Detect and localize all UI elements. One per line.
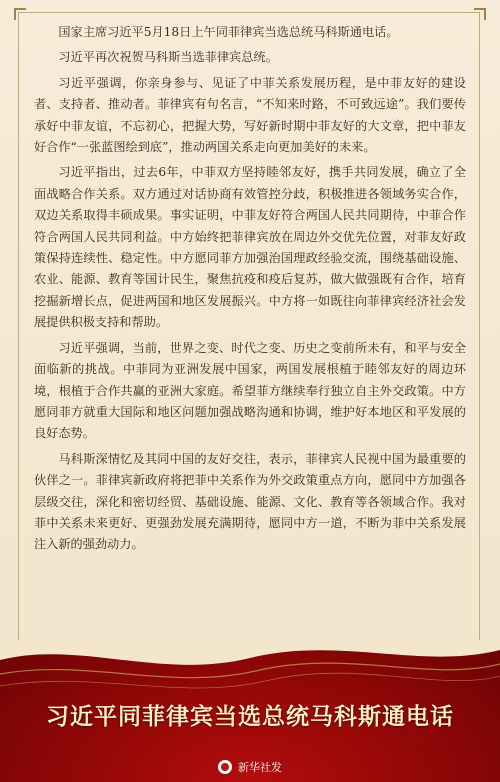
- publisher-logo: [0, 757, 500, 777]
- frame-corner-left: [14, 8, 26, 20]
- publisher-name: 新华社发: [238, 761, 282, 774]
- paragraph-3: 习近平强调，你亲身参与、见证了中菲关系发展历程，是中菲友好的建设者、支持者、推动者。菲律宾有句名言，“不知来时路，不可致远途”。我们要传承好中菲友谊，不忘初心，把握大势，写好新时期中菲友好的大文章，把中菲友好合作“一张蓝图绘到底”，推动两国关系走向更加美好的未来。: [34, 75, 466, 155]
- paragraph-4: 习近平指出，过去6年，中菲双方坚持睦邻友好，携手共同发展，确立了全面战略合作关系。双方通过对话协商有效管控分歧，积极推进各领域务实合作，双边关系取得丰硕成果。事实证明，中菲友好符合两国人民共同期待，中菲合作符合两国人民共同利益。中方始终把菲律宾放在周边外交优先位置，对菲友好政策保持连续性、稳定性。中方愿同菲方加强治国理政经验交流，围绕基础设施、农业、能源、教育等国计民生，聚焦抗疫和疫后复苏，做大做强既有合作，培育挖掘新增长点，促进两国和地区发展振兴。中方将一如既往向菲律宾经济社会发展提供积极支持和帮助。: [34, 165, 466, 330]
- article-body: [34, 22, 466, 560]
- frame-corner-right: [474, 8, 486, 20]
- paragraph-6: 马科斯深情忆及其同中国的友好交往，表示，菲律宾人民视中国为最重要的伙伴之一。菲律宾新政府将把菲中关系作为外交政策重点方向，愿同中方加强各层级交往，深化和密切经贸、基础设施、能源、文化、教育等各领域合作。我对菲中关系未来更好、更强劲发展充满期待，愿同中方一道，不断为菲中关系发展注入新的强劲动力。: [34, 451, 466, 552]
- paragraph-5: 习近平强调，当前，世界之变、时代之变、历史之变前所未有，和平与安全面临新的挑战。中菲同为亚洲发展中国家，两国发展根植于睦邻友好的周边环境，根植于合作共赢的亚洲大家庭。希望菲方继续奉行独立自主外交政策。中方愿同菲方就重大国际和地区问题加强战略沟通和协调，维护好本地区和平发展的良好态势。: [34, 340, 466, 441]
- paragraph-1: 国家主席习近平5月18日上午同菲律宾当选总统马科斯通电话。: [58, 25, 399, 39]
- paragraph-2: 习近平再次祝贺马科斯当选菲律宾总统。: [58, 50, 278, 65]
- xinhua-logo-icon: [218, 760, 232, 774]
- headline: 习近平同菲律宾当选总统马科斯通电话: [46, 704, 454, 730]
